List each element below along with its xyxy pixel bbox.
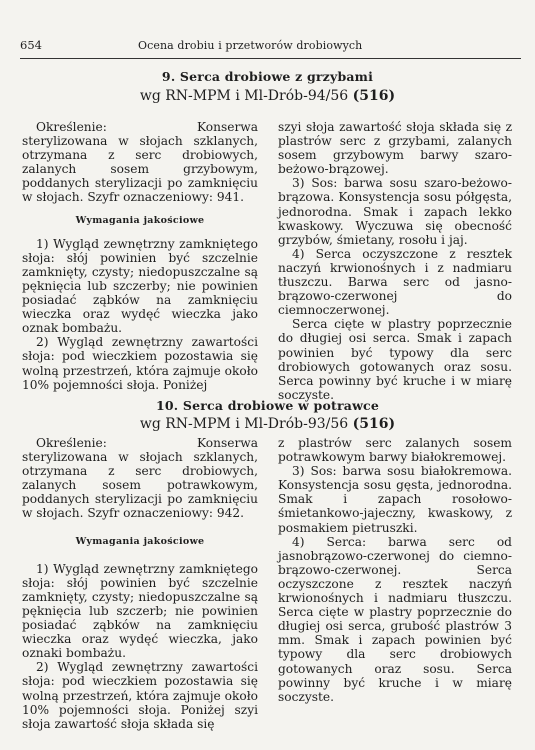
- section-10-standard: [0, 416, 535, 432]
- section-10-left-column: [22, 436, 258, 731]
- section-10-title: 10. Serca drobiowe w potrawce: [155, 398, 380, 413]
- section-10-standard-prefix: wg RN-MPM i Ml-Drób-93/56: [139, 416, 349, 432]
- section-10-definition: [22, 436, 258, 521]
- section-9-standard-prefix: wg RN-MPM i Ml-Drób-94/56: [139, 88, 349, 104]
- section-9-req-1: 1) Wygląd zewnętrzny zamkniętego słoja: słój powinien być szczelnie zamknięty, czysty; niedopuszczalne są pęknięcia lub szczerby; nie powinien posiadać ząbków na zamknięciu wieczka oraz wydęć wieczka jako oznak bombażu.: [22, 236, 258, 336]
- section-10-right-column: [278, 436, 512, 704]
- section-9-req-4: 4) Serca oczyszczone z resztek naczyń krwionośnych i z nadmiaru tłuszczu. Barwa serc od jasno-brązowo-czerwonej do ciemnoczerwonej.: [278, 246, 512, 318]
- section-10-req-2-cont: z plastrów serc zalanych sosem potrawkowym barwy białokremowej.: [278, 436, 512, 465]
- section-10-req-2: 2) Wygląd zewnętrzny zawartości słoja: pod wieczkiem pozostawia się wolną przestrzeń, która zajmuje około 10% pojemności słoja. Poniżej szyi słoja zawartość słoja składa się: [22, 660, 258, 731]
- section-10-standard-code: (516): [352, 416, 396, 432]
- section-9-closing: Serca cięte w plastry poprzecznie do długiej osi serca. Smak i zapach powinien być typowy dla serc drobiowych gotowanych oraz sosu. Serca powinny być kruche i w miarę soczyste.: [278, 317, 512, 402]
- page-number: 654: [20, 38, 42, 52]
- section-10-req-1: 1) Wygląd zewnętrzny zamkniętego słoja: słój powinien być szczelnie zamknięty, czysty; niedopuszczalne są pęknięcia lub szczerb; nie powinien posiadać ząbków na zamknięciu wieczka oraz wydęć wieczka, jako oznaki bombażu.: [22, 561, 258, 661]
- section-10-requirements-heading: Wymagania jakościowe: [75, 535, 205, 547]
- section-9-definition-rest: w słojach szklanych, otrzymana z serc drobiowych, zalanych sosem grzybowym, poddanych sterylizacji po zamknięciu w słojach. Szyfr oznaczeniowy: 941.: [22, 134, 258, 205]
- section-9-title: 9. Serca drobiowe z grzybami: [161, 69, 374, 84]
- section-9-requirements-heading: Wymagania jakościowe: [75, 214, 205, 226]
- section-10-req-4: 4) Serca: barwa serc od jasnobrązowo-czerwonej do ciemno-brązowo-czerwonej. Serca oczyszczone z resztek naczyń krwionośnych i nadmiaru tłuszczu. Serca cięte w plastry poprzecznie do długiej osi serca, grubość plastrów 3 mm. Smak i zapach powinien być typowy dla serc drobiowych gotowanych oraz sosu. Serca powinny być kruche i w miarę soczyste.: [278, 534, 512, 704]
- section-9-req-2: 2) Wygląd zewnętrzny zawartości słoja: pod wieczkiem pozostawia się wolną przestrzeń, która zajmuje około 10% pojemności słoja. Poniżej: [22, 335, 258, 392]
- section-9-standard: [0, 88, 535, 104]
- section-9-standard-code: (516): [352, 88, 396, 104]
- section-9-req-2-cont: szyi słoja zawartość słoja składa się z plastrów serc z grzybami, zalanych sosem grzybowym barwy szaro-beżowo-brązowej.: [278, 120, 512, 177]
- section-9-left-column: [22, 120, 258, 392]
- section-9-right-column: [278, 120, 512, 402]
- section-10-req-3: 3) Sos: barwa sosu białokremowa. Konsystencja sosu gęsta, jednorodna. Smak i zapach rosołowo-śmietankowo-jajeczny, kwaskowy, z posmakiem pietruszki.: [278, 464, 512, 535]
- section-10-definition-line1: Określenie: Konserwa sterylizowana: [22, 436, 258, 465]
- section-9-definition-line1: Określenie: Konserwa sterylizowana: [22, 120, 258, 149]
- running-header: [20, 38, 521, 59]
- section-10-definition-rest: w słojach szklanych, otrzymana z serc drobiowych, zalanych sosem potrawkowym, poddanych sterylizacji po zamknięciu w słojach. Szyfr oznaczeniowy: 942.: [22, 450, 258, 521]
- section-9-definition: [22, 120, 258, 205]
- running-title: Ocena drobiu i przetworów drobiowych: [138, 39, 363, 52]
- section-9-req-3: 3) Sos: barwa sosu szaro-beżowo-brązowa. Konsystencja sosu półgęsta, jednorodna. Smak i zapach lekko kwaskowy. Wyczuwa się obecność grzybów, śmietany, rosołu i jaj.: [278, 176, 512, 247]
